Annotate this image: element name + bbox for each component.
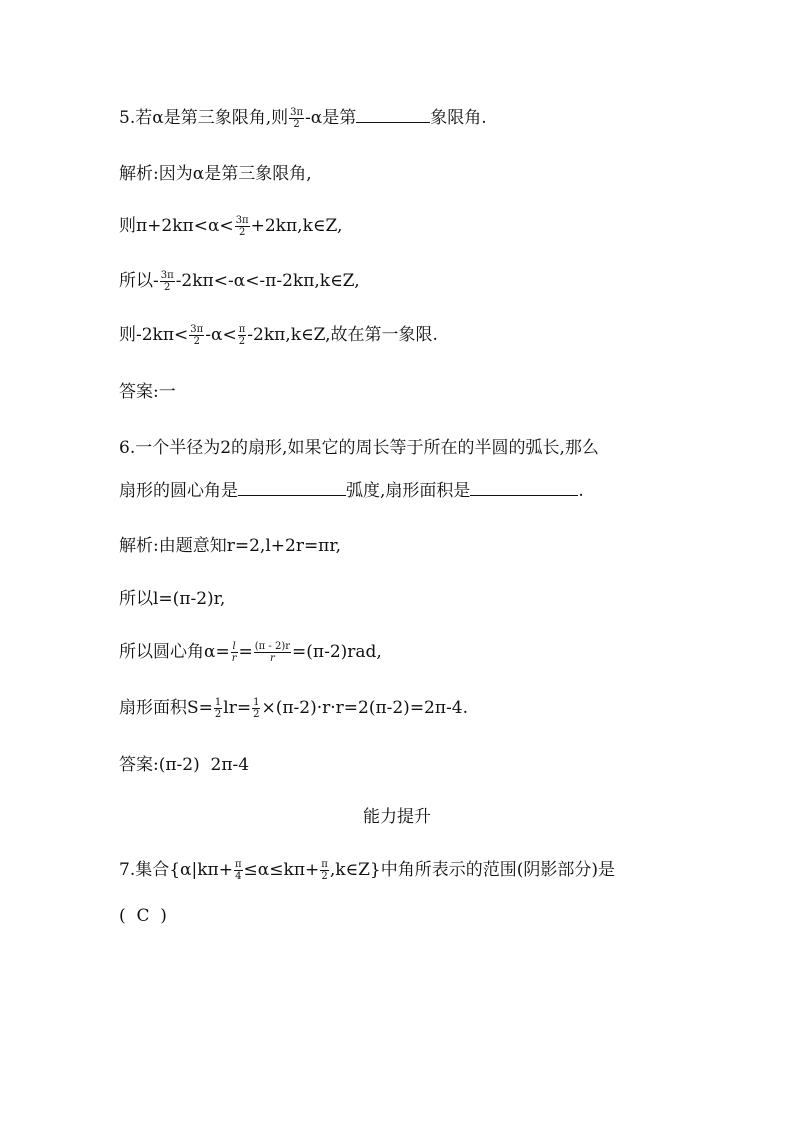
answer-blank[interactable] [470,479,578,496]
q6-solution-line-1: 解析:由题意知r=2,l+2r=πr, [119,536,342,556]
q6-answer: 答案:(π-2) 2π-4 [119,755,250,775]
fraction-one-half: $\frac{1}{2}$ [214,697,222,720]
section-title: 能力提升 [363,807,431,827]
answer-blank[interactable] [356,106,430,123]
q5-stem: 5.若α是第三象限角,则 $\frac{3\pi}{2}$ -α是第 象限角. [119,107,487,130]
fraction-pi-over-2: $\frac{\pi}{2}$ [321,859,328,882]
fraction-l-over-r: $\frac{l}{r}$ [231,641,237,664]
fraction-3pi-over-2: $\frac{3\pi}{2}$ [190,324,204,347]
q5-solution-line-1: 解析:因为α是第三象限角, [119,164,312,184]
q5-solution-line-2: 则π+2kπ<α< $\frac{3\pi}{2}$ +2kπ,k∈Z, [119,215,343,238]
q6-stem-line-1: 6.一个半径为2的扇形,如果它的周长等于所在的半圆的弧长,那么 [119,438,599,458]
q6-stem-line-2: 扇形的圆心角是 弧度,扇形面积是 . [119,481,584,501]
q7-stem: 7.集合{α|kπ+ $\frac{\pi}{4}$ ≤α≤kπ+ $\frac{\pi}{2}$ ,k∈Z}中角所表示的范围(阴影部分)是 [119,859,615,882]
fraction-3pi-over-2: $\frac{3\pi}{2}$ [290,107,304,130]
q7-answer: ( C ) [119,906,167,926]
answer-blank[interactable] [238,479,346,496]
fraction-pi-minus-2-r-over-r: $\frac{(\pi - 2)r}{r}$ [254,641,291,664]
q5-solution-line-4: 则-2kπ< $\frac{3\pi}{2}$ -α< $\frac{\pi}{2}$ -2kπ,k∈Z,故在第一象限. [119,324,438,347]
fraction-pi-over-4: $\frac{\pi}{4}$ [234,859,242,882]
q6-solution-line-4: 扇形面积S= $\frac{1}{2}$ lr= $\frac{1}{2}$ ×(π-2)·r·r=2(π-2)=2π-4. [119,697,469,720]
q5-answer: 答案:一 [119,382,176,402]
q6-solution-line-3: 所以圆心角α= $\frac{l}{r}$ = $\frac{(\pi - 2)r}{r}$ =(π-2)rad, [119,641,382,664]
fraction-one-half: $\frac{1}{2}$ [253,697,260,720]
q5-solution-line-3: 所以- $\frac{3\pi}{2}$ -2kπ<-α<-π-2kπ,k∈Z, [119,270,360,293]
fraction-pi-over-2: $\frac{\pi}{2}$ [238,324,246,347]
fraction-3pi-over-2: $\frac{3\pi}{2}$ [235,215,249,238]
q6-solution-line-2: 所以l=(π-2)r, [119,589,226,609]
fraction-3pi-over-2: $\frac{3\pi}{2}$ [160,270,174,293]
